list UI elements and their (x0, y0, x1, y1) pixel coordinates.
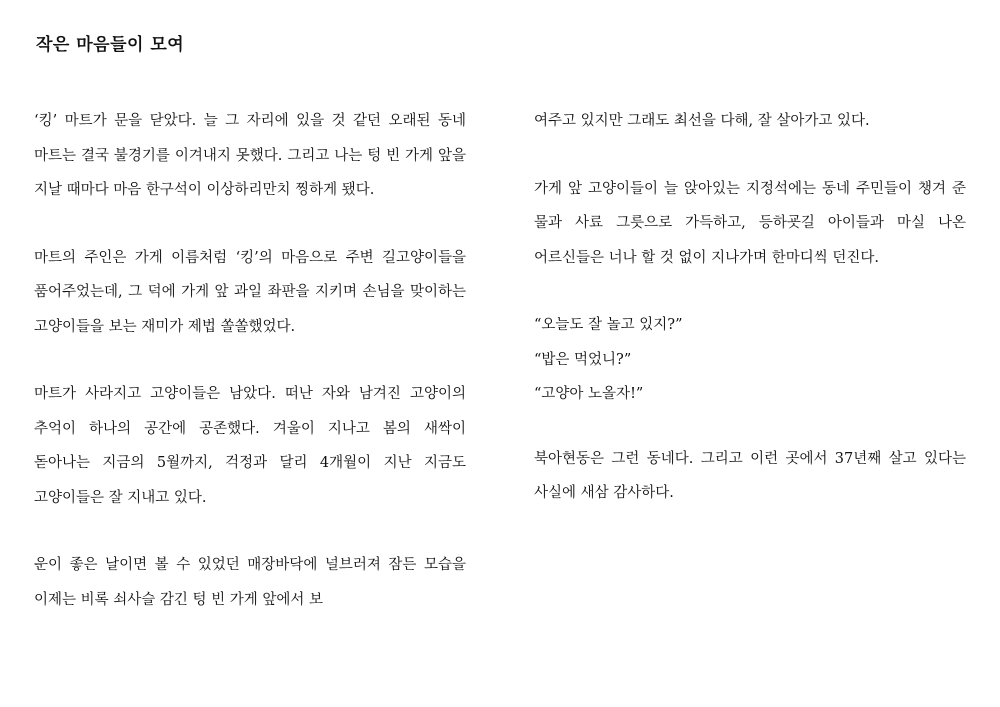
paragraph: 여주고 있지만 그래도 최선을 다해, 잘 살아가고 있다. (534, 113, 870, 129)
dialogue-line: “고양아 노올자!” (534, 386, 644, 402)
dialogue-line: “밥은 먹었니?” (534, 351, 632, 368)
paragraph: ‘킹’ 마트가 문을 닫았다. 늘 그 자리에 있을 것 같던 오래된 동네 마트는 결국 불경기를 이겨내지 못했다. 그리고 나는 텅 빈 가게 앞을 지날 때마다 마음 한구석이 이상하리만치 찡하게 됐다. (34, 113, 466, 198)
paragraph: 마트의 주인은 가게 이름처럼 ‘킹’의 마음으로 주변 길고양이들을 품어주었는데, 그 덕에 가게 앞 과일 좌판을 지키며 손님을 맞이하는 고양이들을 보는 재미가 제법 쏠쏠했었다. (34, 249, 466, 335)
paragraph: 운이 좋은 날이면 볼 수 있었던 매장바닥에 널브러져 잠든 모습을 이제는 비록 쇠사슬 감긴 텅 빈 가게 앞에서 보 (34, 557, 466, 608)
dialogue-line: “오늘도 잘 놀고 있지?” (534, 317, 683, 333)
paragraph: 가게 앞 고양이들이 늘 앉아있는 지정석에는 동네 주민들이 챙겨 준 물과 사료 그릇으로 가득하고, 등하굣길 아이들과 마실 나온 어르신들은 너나 할 것 없이 지나가며 한마디씩 던진다. (534, 180, 966, 266)
page-title: 작은 마음들이 모여 (36, 35, 185, 55)
left-column (34, 104, 466, 650)
paragraph: 북아현동은 그런 동네다. 그리고 이런 곳에서 37년째 살고 있다는 사실에 새삼 감사하다. (534, 450, 966, 501)
paragraph: 마트가 사라지고 고양이들은 남았다. 떠난 자와 남겨진 고양이의 추억이 하나의 공간에 공존했다. 겨울이 지나고 봄의 새싹이 돋아나는 지금의 5월까지, 걱정과 달리 4개월이 지난 지금도 고양이들은 잘 지내고 있다. (34, 386, 466, 506)
right-column (534, 104, 966, 544)
dialogue-group (534, 308, 966, 412)
